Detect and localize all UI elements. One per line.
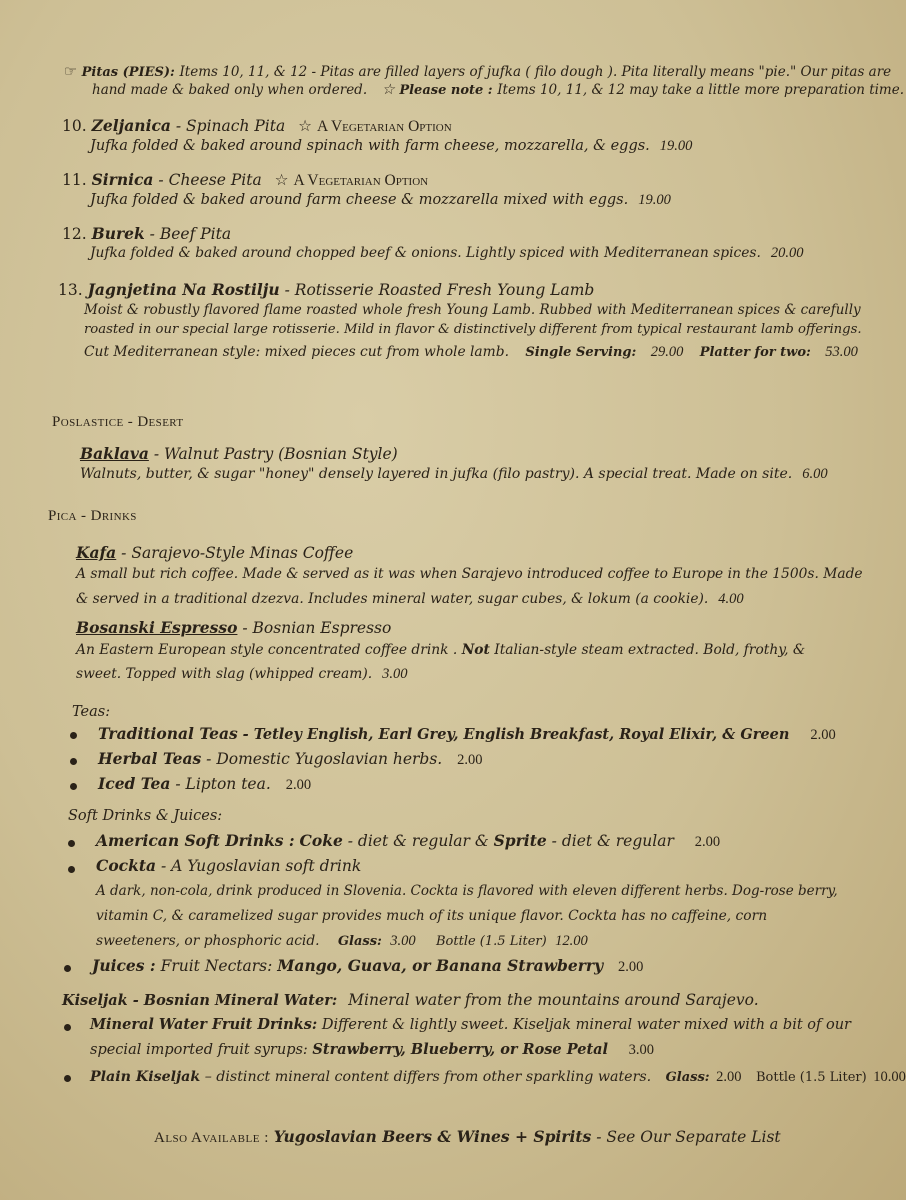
star-icon: ☆ (298, 117, 313, 135)
baklava-header: Baklava - Walnut Pastry (Bosnian Style) (80, 444, 398, 463)
kafa-price: 4.00 (718, 591, 744, 607)
baklava-price: 6.00 (802, 466, 828, 482)
bullet-icon (64, 965, 71, 972)
pointing-hand-icon: ☞ (64, 64, 77, 80)
kafa-description-1: A small but rich coffee. Made & served as it was when Sarajevo introduced coffee to Europe in the 1500s. Made (76, 566, 863, 582)
water-fruit-drinks: Mineral Water Fruit Drinks: Different & lightly sweet. Kiseljak mineral water mixed with a bit of our (90, 1016, 851, 1033)
bullet-icon (68, 840, 75, 847)
water-heading: Kiseljak - Bosnian Mineral Water: Mineral water from the mountains around Sarajevo. (62, 991, 759, 1009)
drinks-heading: Pica - Drinks (48, 508, 137, 524)
teas-heading: Teas: (72, 704, 111, 720)
item-11-description: Jufka folded & baked around farm cheese & mozzarella mixed with eggs. 19.00 (90, 192, 671, 208)
bullet-icon (70, 732, 77, 739)
star-icon: ☆ (274, 171, 289, 189)
item-10-header: 10. Zeljanica - Spinach Pita ☆ A Vegetarian Option (62, 116, 452, 135)
item-13-description-2: roasted in our special large rotisserie. Mild in flavor & distinctively different from typical restaurant lamb offerings. (84, 322, 862, 337)
item-12-header: 12. Burek - Beef Pita (62, 224, 232, 243)
bullet-icon (64, 1024, 71, 1031)
soft-american: American Soft Drinks : Coke - diet & regular & Sprite - diet & regular 2.00 (96, 831, 721, 850)
baklava-description: Walnuts, butter, & sugar "honey" densely layered in jufka (filo pastry). A special treat. Made on site. 6.00 (80, 466, 828, 482)
item-13-header: 13. Jagnjetina Na Rostilju - Rotisserie Roasted Fresh Young Lamb (58, 280, 595, 299)
star-icon: ☆ (381, 82, 395, 98)
bullet-icon (68, 866, 75, 873)
pitas-intro-line-2: hand made & baked only when ordered. ☆ Please note : Items 10, 11, & 12 may take a little more preparation time. (92, 82, 905, 98)
footer-also-available: Also Available : Yugoslavian Beers & Wines + Spirits - See Our Separate List (154, 1127, 781, 1146)
item-12-price: 20.00 (770, 245, 804, 261)
cockta-description-3: sweeteners, or phosphoric acid. Glass: 3.00 Bottle (1.5 Liter) 12.00 (96, 933, 588, 949)
espresso-price: 3.00 (382, 666, 408, 682)
kafa-header: Kafa - Sarajevo-Style Minas Coffee (76, 543, 354, 562)
teas-herbal: Herbal Teas - Domestic Yugoslavian herbs. 2.00 (98, 749, 483, 768)
bullet-icon (64, 1075, 71, 1082)
espresso-description-1: An Eastern European style concentrated coffee drink . Not Italian-style steam extracted. Bold, frothy, & (76, 642, 806, 658)
bullet-icon (70, 758, 77, 765)
item-10-description: Jufka folded & baked around spinach with farm cheese, mozzarella, & eggs. 19.00 (90, 138, 693, 154)
espresso-description-2: sweet. Topped with slag (whipped cream). 3.00 (76, 666, 408, 682)
teas-iced: Iced Tea - Lipton tea. 2.00 (98, 774, 312, 793)
water-fruit-drinks-2: special imported fruit syrups: Strawberry, Blueberry, or Rose Petal 3.00 (90, 1041, 655, 1058)
item-12-description: Jufka folded & baked around chopped beef & onions. Lightly spiced with Mediterranean spices. 20.00 (90, 245, 804, 261)
cockta-description-1: A dark, non-cola, drink produced in Slovenia. Cockta is flavored with eleven different herbs. Dog-rose berry, (96, 883, 838, 899)
teas-traditional: Traditional Teas - Tetley English, Earl Grey, English Breakfast, Royal Elixir, & Green 2.00 (98, 724, 836, 743)
pitas-intro-line-1: ☞ Pitas (PIES): Items 10, 11, & 12 - Pitas are filled layers of jufka ( filo dough ). Pita literally means "pie." Our pitas are (64, 64, 892, 80)
desert-heading: Poslastice - Desert (52, 414, 184, 430)
soft-juices: Juices : Fruit Nectars: Mango, Guava, or Banana Strawberry 2.00 (92, 956, 644, 975)
water-plain: Plain Kiseljak – distinct mineral content differs from other sparkling waters. Glass: 2.00 Bottle (1.5 Liter) 10.00 (90, 1069, 906, 1085)
bullet-icon (70, 783, 77, 790)
item-11-price: 19.00 (638, 192, 671, 208)
item-13-description-3: Cut Mediterranean style: mixed pieces cut from whole lamb. Single Serving: 29.00 Platter for two: 53.00 (84, 344, 858, 360)
kafa-description-2: & served in a traditional dzezva. Includes mineral water, sugar cubes, & lokum (a cookie). 4.00 (76, 591, 744, 607)
soft-cockta-header: Cockta - A Yugoslavian soft drink (96, 856, 362, 875)
cockta-description-2: vitamin C, & caramelized sugar provides much of its unique flavor. Cockta has no caffeine, corn (96, 908, 768, 924)
espresso-header: Bosanski Espresso - Bosnian Espresso (76, 618, 392, 637)
item-10-price: 19.00 (659, 138, 693, 154)
item-11-header: 11. Sirnica - Cheese Pita ☆ A Vegetarian Option (62, 170, 429, 189)
soft-drinks-heading: Soft Drinks & Juices: (68, 808, 223, 824)
item-13-description-1: Moist & robustly flavored flame roasted whole fresh Young Lamb. Rubbed with Mediterranean spices & carefully (84, 302, 861, 318)
